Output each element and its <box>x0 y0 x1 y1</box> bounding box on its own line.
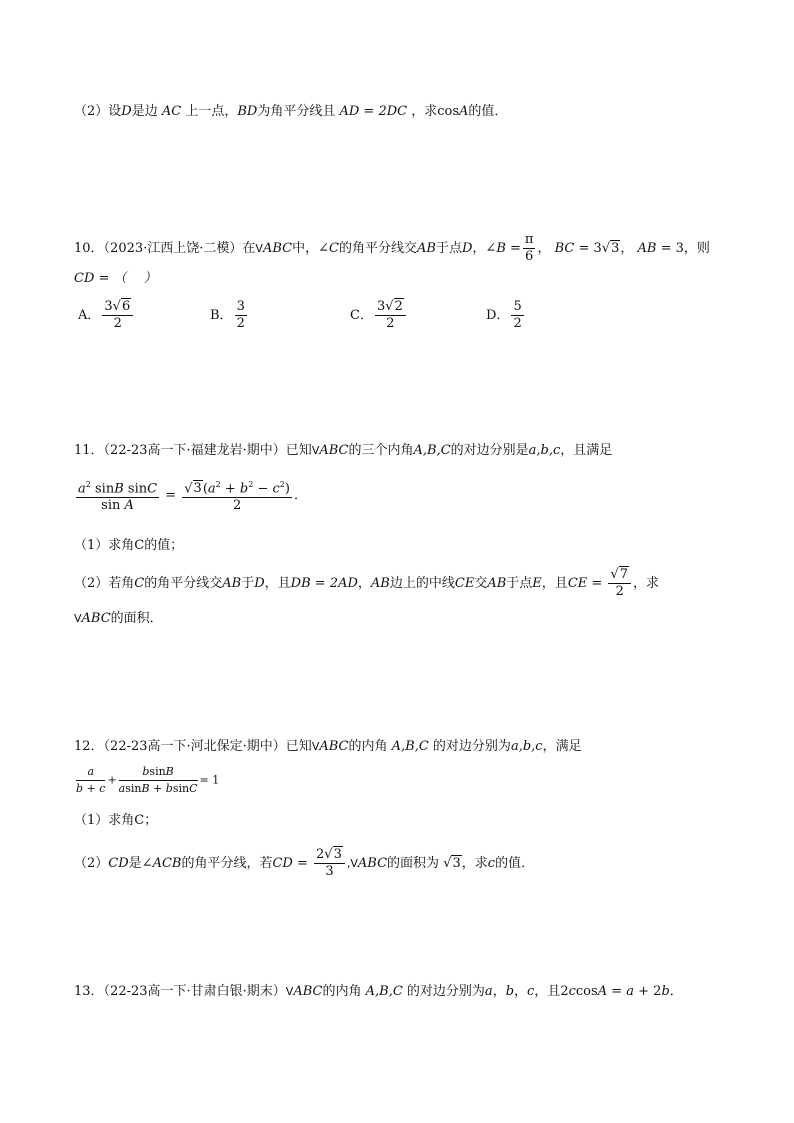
q10-option-d[interactable] <box>486 300 526 331</box>
q12-equation: $\frac{a}{b + c}$ + $\frac{bsinB}{asinB + bsinC}$ = 1 <box>76 765 220 795</box>
math-BC: BC <box>550 241 575 256</box>
triangle-symbol: ,V <box>346 857 358 870</box>
fraction-sqrt7-2: $\frac{√7}{2}$ <box>608 568 631 599</box>
q10-text: 中， <box>292 241 319 256</box>
math-ABC: ABC <box>319 739 349 754</box>
triangle-symbol: V <box>285 985 294 998</box>
q10-text: 在 <box>242 241 256 256</box>
math-b: b <box>505 984 515 999</box>
q11-text: （2）若角 <box>74 576 135 591</box>
q12-text: 的内角 <box>348 739 388 754</box>
q10-text: 的角平分线交 <box>338 241 417 256</box>
question-number: 13． <box>74 984 104 999</box>
math-angle-C: ∠C <box>318 241 339 256</box>
math-AB-eq: AB <box>633 241 657 256</box>
q11-text: 已知 <box>285 443 312 458</box>
q12-text: 的对边分别为 <box>432 739 511 754</box>
math-D: D <box>121 104 132 119</box>
q9-text: 上一点， <box>185 104 238 119</box>
q13-text: ． <box>669 984 683 999</box>
math-ABC: ABC <box>319 443 349 458</box>
q9-part2 <box>74 103 507 121</box>
math-ABC: ABC <box>81 611 111 626</box>
math-C: C <box>134 576 145 591</box>
q11-part1 <box>74 537 183 555</box>
triangle-symbol: V <box>255 242 263 255</box>
q12-text: （2） <box>74 856 109 871</box>
q12-part1 <box>74 812 157 830</box>
math-CE-eq: CE <box>567 576 588 591</box>
math-D: D <box>461 241 473 256</box>
triangle-symbol: V <box>74 612 82 625</box>
q10-line2 <box>74 270 157 288</box>
q11-part2: （2）若角C的角平分线交AB于D，且DB = 2AD，AB边上的中线CE交AB于点E，且CE = $\frac{√7}{2}$ ，求 <box>74 567 660 599</box>
math-E: E <box>532 576 542 591</box>
q9-text: ，求 <box>411 104 438 119</box>
q10-stem <box>74 233 710 264</box>
math-ad-eq: AD = 2DC <box>335 104 412 119</box>
q11-text: 的三个内角 <box>348 443 414 458</box>
triangle-symbol: V <box>311 444 320 457</box>
fraction-lhs: $\frac{a^2 \sin B \sin C}{\text{sin A}}$ <box>78 480 158 514</box>
math-sides: a <box>484 984 493 999</box>
math-db-eq: DB = 2AD <box>290 576 358 591</box>
q13-text: ，且 <box>534 984 561 999</box>
math-sqrt3: √3 <box>439 856 461 871</box>
q11-text: ，且满足 <box>560 443 613 458</box>
q11-part2-line2 <box>74 610 163 628</box>
fraction-3-2: $\frac{3}{2}$ <box>236 299 245 331</box>
math-condition: 2ccosA = a + 2b <box>560 984 670 999</box>
math-angles: A,B,C <box>413 443 451 458</box>
q12-stem <box>74 738 582 756</box>
q10-text: 于点 <box>435 241 462 256</box>
q9-text: 的值． <box>468 104 508 119</box>
q11-part1-text: （1）求角C的值； <box>74 538 184 553</box>
q12-text: 的角平分线，若 <box>181 856 273 871</box>
math-angle-B: ∠B = <box>485 241 521 256</box>
math-AB: AB <box>222 576 242 591</box>
math-CD: CD <box>108 856 129 871</box>
q12-text: ，求 <box>461 856 488 871</box>
option-label: C． <box>350 308 373 323</box>
q10-text: ， <box>537 241 551 256</box>
question-number: 11． <box>74 443 104 458</box>
math-angles: A,B,C <box>387 739 433 754</box>
math-bc-value: = 3√3 <box>574 241 620 256</box>
q11-text: ，且 <box>541 576 568 591</box>
math-angle-ACB: ∠ACB <box>141 856 182 871</box>
math-AC: AC <box>157 104 186 119</box>
fraction-rhs: $\frac{√3(a^2 + b^2 - c^2)}{2}$ <box>184 480 290 514</box>
q10-option-a[interactable] <box>78 300 135 331</box>
question-number: 10． <box>74 241 104 256</box>
fraction-3sqrt2-2: $\frac{3√2}{2}$ <box>375 300 406 331</box>
math-CE: CE <box>454 576 475 591</box>
math-ABC: ABC <box>357 856 388 871</box>
math-D: D <box>254 576 265 591</box>
q10-blank: CD = （ ） <box>74 271 157 286</box>
option-label: A． <box>78 308 101 323</box>
q12-text: 已知 <box>285 739 312 754</box>
q11-text: 于点 <box>506 576 533 591</box>
fraction-a-bc: $\frac{a}{b + c}$ <box>76 765 106 795</box>
math-c: c <box>487 856 496 871</box>
triangle-symbol: V <box>311 740 320 753</box>
question-source: （22-23高一下·河北保定·期中） <box>103 739 286 754</box>
q11-text: 边上的中线 <box>389 576 455 591</box>
math-ABC: ABC <box>262 241 293 256</box>
option-label: B． <box>210 308 233 323</box>
q11-stem <box>74 442 612 460</box>
question-source: （2023·江西上饶·二模） <box>103 241 243 256</box>
fraction-3sqrt6-2: $\frac{3√6}{2}$ <box>102 300 133 331</box>
q12-part1-text: （1）求角C； <box>74 813 158 828</box>
q11-text: ，且 <box>264 576 291 591</box>
q12-text: 的面积为 <box>387 856 440 871</box>
q11-text: 的面积． <box>110 611 163 626</box>
math-ABC: ABC <box>293 984 323 999</box>
q9-text: 为角平分线且 <box>257 104 336 119</box>
q10-option-c[interactable] <box>350 300 408 331</box>
q12-text: ，满足 <box>542 739 582 754</box>
math-angles: A,B,C <box>361 984 407 999</box>
math-AB: AB <box>416 241 436 256</box>
math-CD-eq: CD <box>272 856 293 871</box>
math-AB: AB <box>487 576 507 591</box>
math-AB: AB <box>370 576 390 591</box>
q10-text: ， <box>472 241 486 256</box>
q13-stem: 13．（22-23高一下·甘肃白银·期末）VABC的内角 A,B,C 的对边分别为a，b，c，且2ccosA = a + 2b． <box>74 984 683 999</box>
q9-text: 是边 <box>131 104 158 119</box>
q10-option-b[interactable] <box>210 300 249 331</box>
q12-text: 是 <box>128 856 142 871</box>
question-number: 12． <box>74 739 104 754</box>
q11-text: 交 <box>474 576 488 591</box>
fraction-5-2: $\frac{5}{2}$ <box>513 299 522 331</box>
question-source: （22-23高一下·甘肃白银·期末） <box>103 984 286 999</box>
q9-part2-prefix: （2）设 <box>74 104 122 119</box>
q13-text: 的对边分别为 <box>406 984 485 999</box>
q10-text: ，则 <box>683 241 710 256</box>
option-label: D． <box>486 308 510 323</box>
math-BD: BD <box>237 104 258 119</box>
fraction-2sqrt3-3: $\frac{2√3}{3}$ <box>314 848 345 879</box>
math-c: c <box>527 984 535 999</box>
q11-text: 于 <box>241 576 255 591</box>
math-ab-value: = 3 <box>656 241 684 256</box>
q11-equation: $\frac{a^2 \sin B \sin C}{\text{sin A}}$ = $\frac{√3(a^2 + b^2 - c^2)}{2}$ ． <box>78 480 307 514</box>
q11-text: ，求 <box>633 576 660 591</box>
math-cosA: cosA <box>437 104 469 119</box>
question-source: （22-23高一下·福建龙岩·期中） <box>103 443 286 458</box>
math-sides: a,b,c <box>528 443 561 458</box>
fraction-bsinB: $\frac{bsinB}{asinB + bsinC}$ <box>118 765 198 795</box>
fraction-pi-6: $\frac{\pi}{6}$ <box>524 232 534 264</box>
q13-text: 的内角 <box>322 984 362 999</box>
q11-text: 的角平分线交 <box>144 576 223 591</box>
q12-part2: （2）CD是∠ACB的角平分线，若CD = $\frac{2√3}{3}$ ,VABC的面积为 √3，求c的值． <box>74 847 535 879</box>
math-sides: a,b,c <box>510 739 543 754</box>
q11-text: 的对边分别是 <box>450 443 529 458</box>
q12-text: 的值． <box>495 856 535 871</box>
q10-text: ， <box>620 241 634 256</box>
